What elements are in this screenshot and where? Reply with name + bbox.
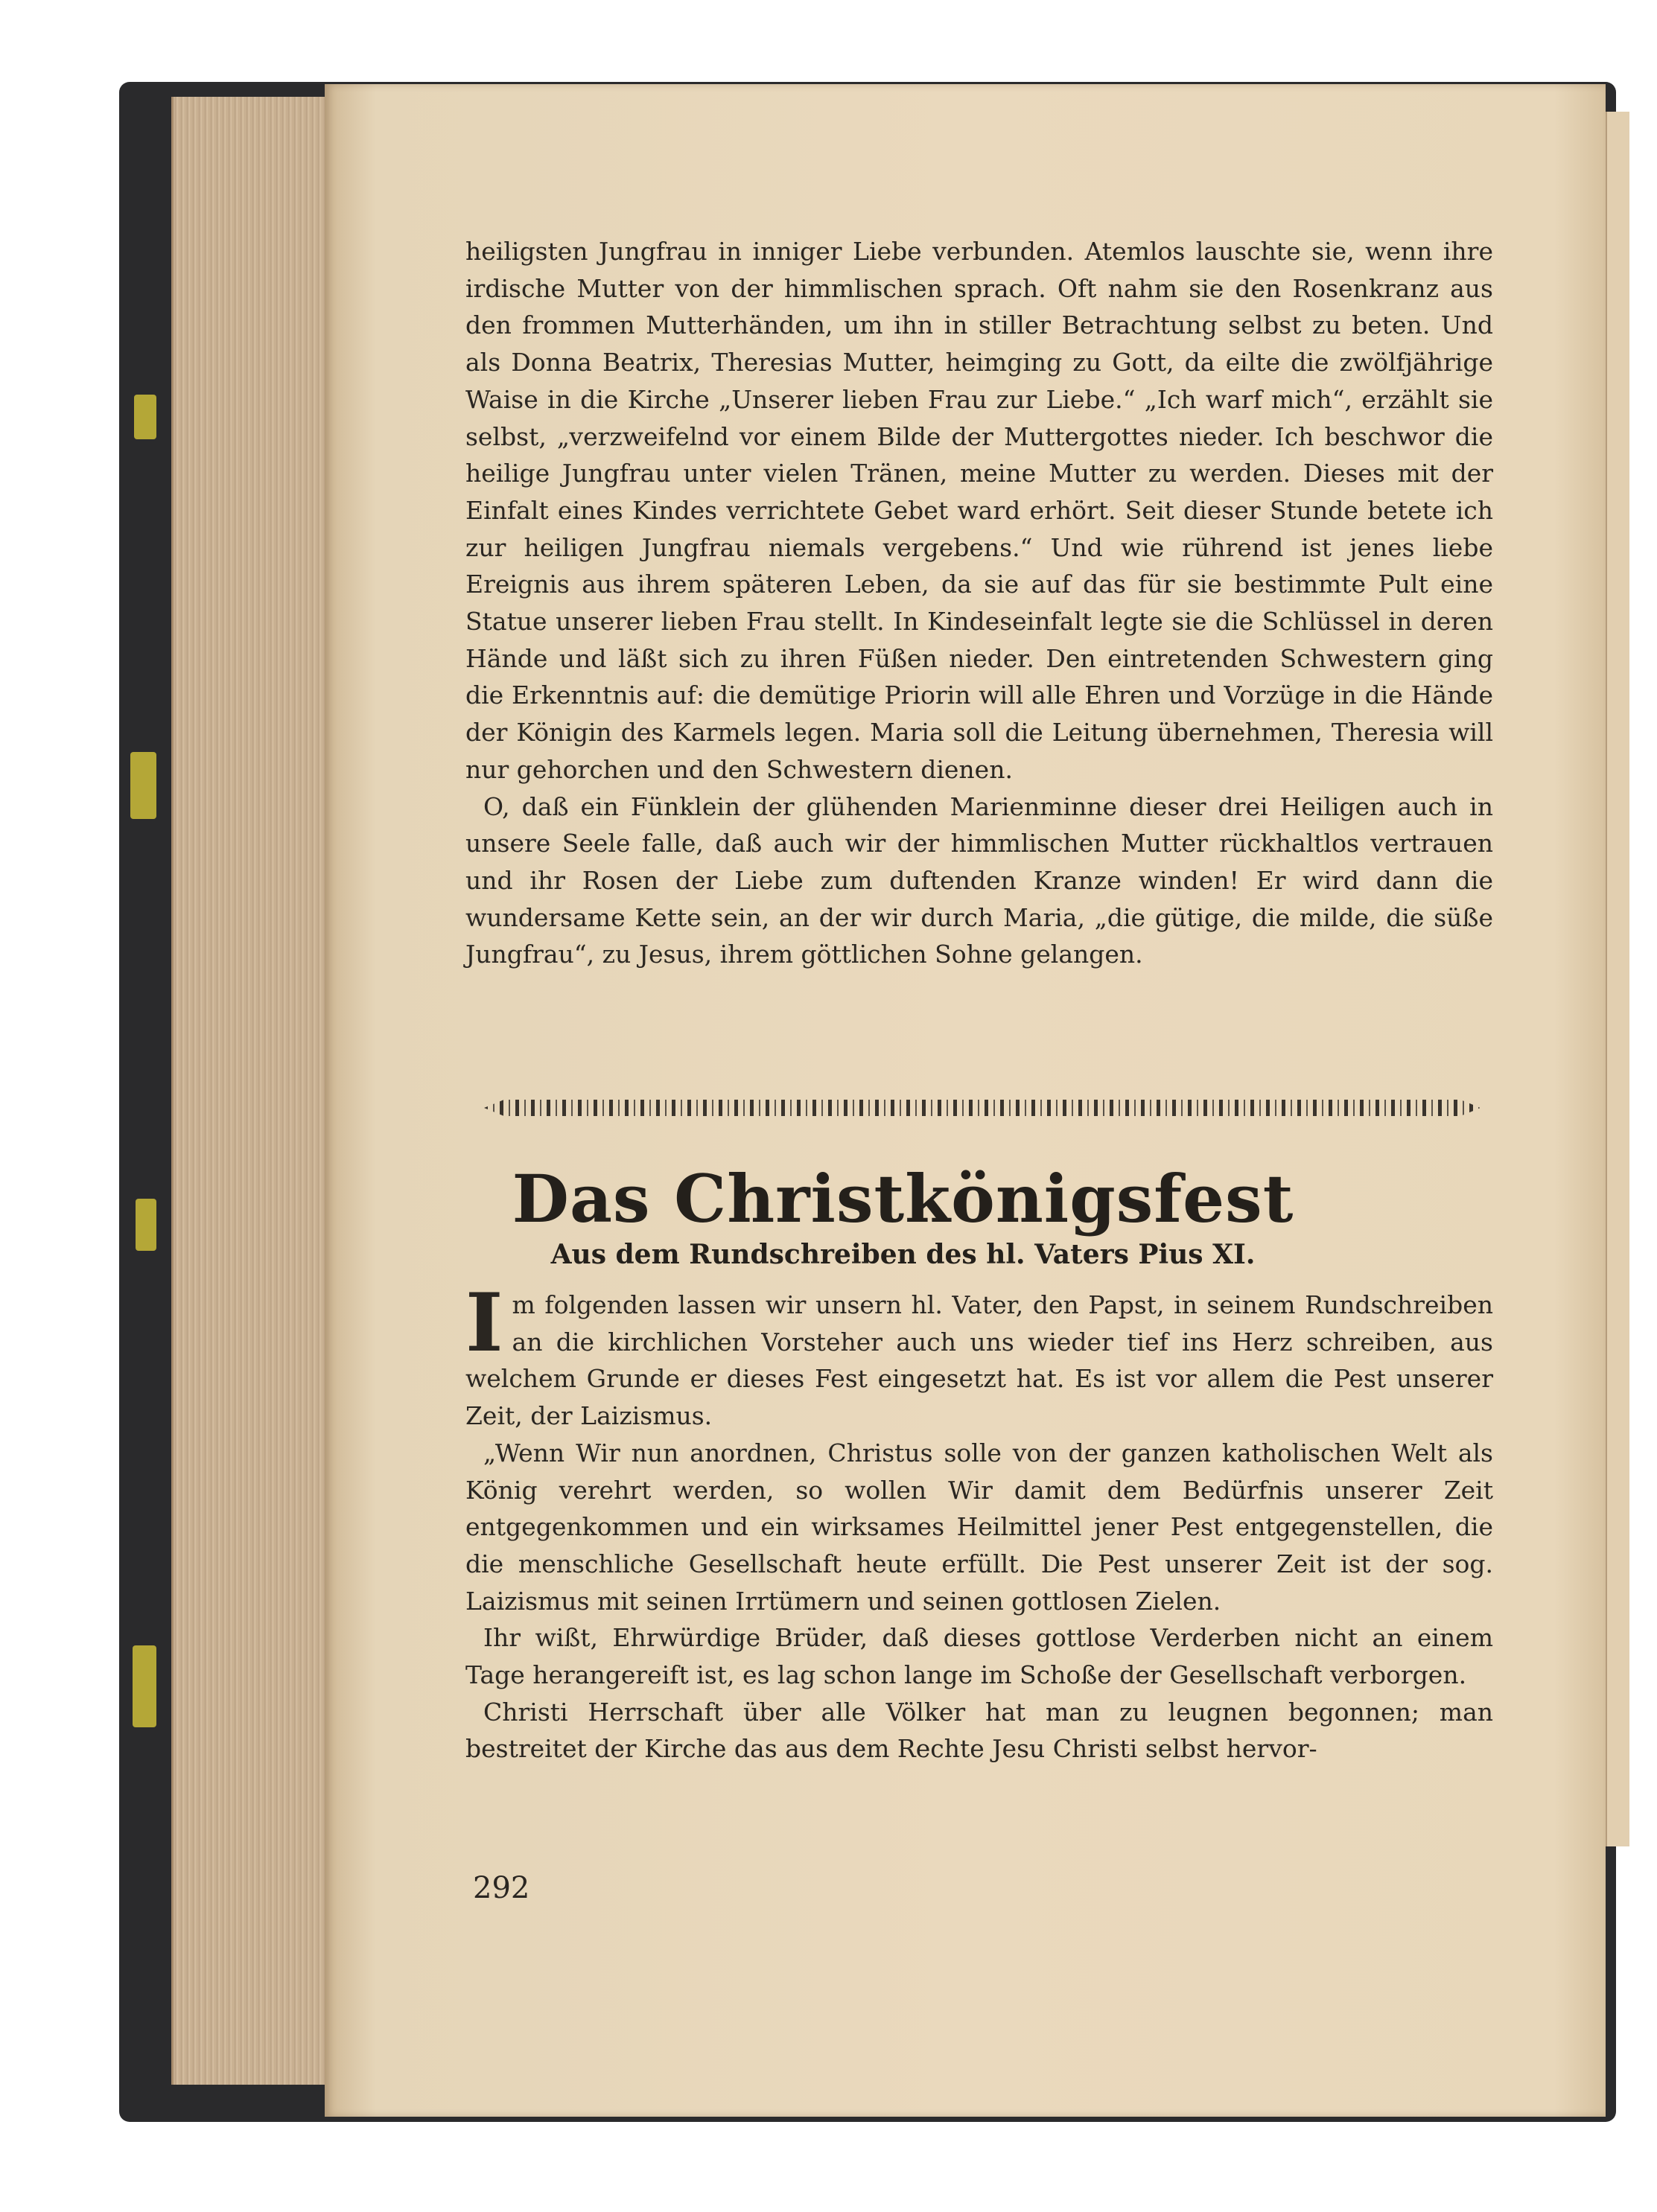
paragraph: O, daß ein Fünklein der glühenden Marienminne dieser drei Heiligen auch in unsere Seele falle, daß auch wir der himmlischen Mutter rückhaltlos vertrauen und ihr Rosen der Liebe zum duftenden Kranze winden! Er wird dann die wundersame Kette sein, an der wir durch Maria, „die gütige, die milde, die süße Jungfrau“, zu Jesus, ihrem göttlichen Sohne gelangen. [465,791,1493,969]
paragraph: Ihr wißt, Ehrwürdige Brüder, daß dieses gottlose Verderben nicht an einem Tage herangereift ist, es lag schon lange im Schoße der Gesellschaft verborgen. [465,1623,1493,1690]
marbled-edge-pattern [130,752,156,819]
intro-text: m folgenden lassen wir unsern hl. Vater, den Papst, in seinem Rundschreiben an die kirchlichen Vorsteher auch uns wieder tief ins Herz schreiben, aus welchem Grunde er dieses Fest eingesetzt hat. Es ist vor allem die Pest unserer Zeit, der Laizismus. [465,1290,1493,1431]
page-edges [171,97,334,2085]
paragraph: Christi Herrschaft über alle Völker hat man zu leugnen begonnen; man bestreitet der Kirche das aus dem Rechte Jesu Christi selbst hervor- [465,1697,1493,1764]
section-subtitle: Aus dem Rundschreiben des hl. Vaters Pius XI. [550,1239,1256,1270]
paragraph: heiligsten Jungfrau in inniger Liebe verbunden. Atemlos lauschte sie, wenn ihre irdische Mutter von der himmlischen sprach. Oft nahm sie den Rosenkranz aus den frommen Mutterhänden, um ihn in stiller Betrachtung selbst zu beten. Und als Donna Beatrix, Theresias Mutter, heimging zu Gott, da eilte die zwölfjährige Waise in die Kirche „Unserer lieben Frau zur Liebe.“ „Ich warf mich“, erzählt sie selbst, „verzweifelnd vor einem Bilde der Muttergottes nieder. Ich beschwor die heilige Jungfrau unter vielen Tränen, meine Mutter zu werden. Dieses mit der Einfalt eines Kindes verrichtete Gebet ward erhört. Seit dieser Stunde betete ich zur heiligen Jungfrau niemals vergebens.“ Und wie rührend ist jenes liebe Ereignis aus ihrem späteren Leben, da sie auf das für sie bestimmte Pult eine Statue unserer lieben Frau stellt. In Kindeseinfalt legte sie die Schlüssel in deren Hände und läßt sich zu ihren Füßen nieder. Den eintretenden Schwestern ging die Erkenntnis auf: die demütige Priorin will alle Ehren und Vorzüge in die Hände der Königin des Karmels legen. Maria soll die Leitung übernehmen, Theresia will nur gehorchen und den Schwestern dienen. [465,237,1493,784]
page-number: 292 [473,1871,530,1905]
paragraph: „Wenn Wir nun anordnen, Christus solle von der ganzen katholischen Welt als König verehrt werden, so wollen Wir damit dem Bedürfnis unserer Zeit entgegenkommen und ein wirksames Heilmittel jener Pest entgegenstellen, die die menschliche Gesellschaft heute erfüllt. Die Pest unserer Zeit ist der sog. Laizismus mit seinen Irrtümern und seinen gottlosen Zielen. [465,1438,1493,1616]
marbled-edge-pattern [133,1645,156,1727]
text-block-section [465,1276,1493,1768]
facing-page-edge [1606,112,1629,1846]
text-block-continued [465,233,1493,973]
ornamental-divider [484,1100,1481,1116]
intro-paragraph [465,1276,1493,1435]
drop-cap: I [465,1276,503,1370]
marbled-edge-pattern [134,395,156,439]
section-title: Das Christkönigsfest [512,1160,1294,1237]
